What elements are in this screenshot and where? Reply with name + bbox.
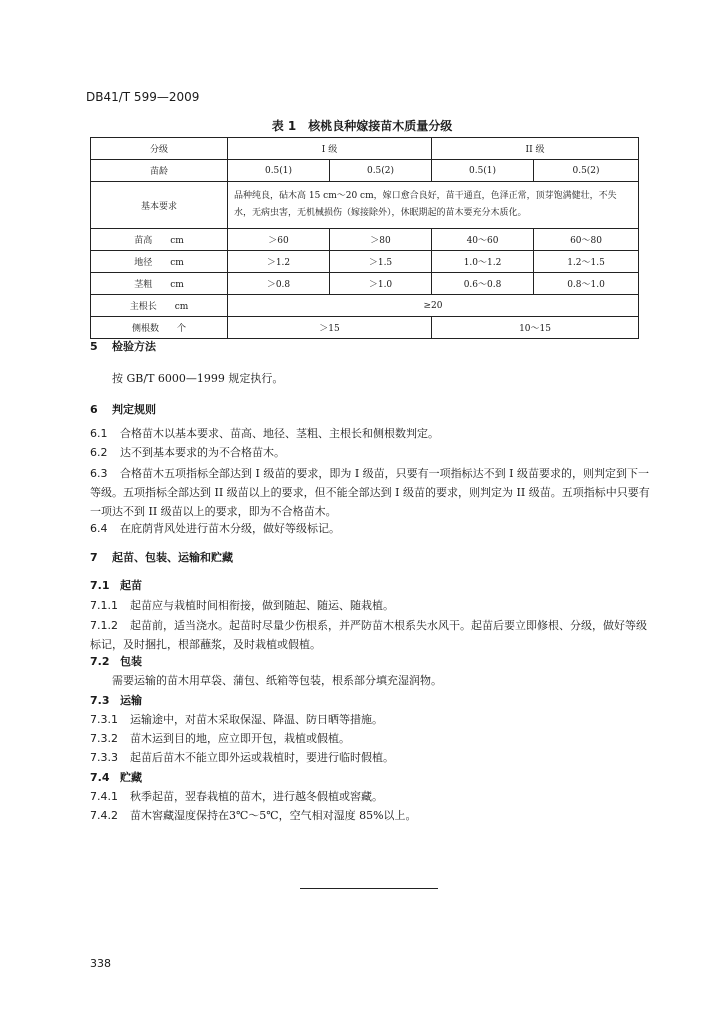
- clause: 7.4.1 秋季起苗，翌春栽植的苗木，进行越冬假植或窖藏。: [90, 790, 383, 803]
- table-cell: ＞80: [330, 229, 432, 251]
- table-cell: 0.5(2): [330, 160, 432, 182]
- table-row: [91, 182, 639, 229]
- row-unit: cm: [170, 258, 184, 268]
- table-cell: ＞1.0: [330, 273, 432, 295]
- table-cell: 0.5(2): [534, 160, 639, 182]
- row-label-text: 苗高: [134, 236, 153, 246]
- table-cell: ＞1.2: [228, 251, 330, 273]
- table-row: [91, 229, 639, 251]
- row-unit: cm: [170, 236, 184, 246]
- end-rule: [300, 888, 438, 889]
- clause: 7.3.3 起苗后苗木不能立即外运或栽植时，要进行临时假植。: [90, 751, 394, 764]
- table-row: [91, 273, 639, 295]
- clause: 7.3.2 苗木运到目的地，应立即开包，栽植或假植。: [90, 732, 350, 745]
- row-label: [91, 295, 228, 317]
- table-cell: 0.5(1): [432, 160, 534, 182]
- clause: 7.1.2 起苗前，适当浇水。起苗时尽量少伤根系，并严防苗木根系失水风干。起苗后要立即修根、分级，做好等级标记，及时捆扎，根部蘸浆，及时栽植或假植。: [90, 619, 647, 651]
- table-cell: ＞60: [228, 229, 330, 251]
- row-label: [91, 273, 228, 295]
- table-cell: 60～80: [534, 229, 639, 251]
- row-label: [91, 229, 228, 251]
- standard-number: DB41/T 599—2009: [86, 90, 200, 104]
- table-header-cell: 分级: [91, 138, 228, 160]
- row-label: [91, 251, 228, 273]
- paragraph: 需要运输的苗木用草袋、蒲包、纸箱等包装，根系部分填充湿润物。: [112, 674, 442, 687]
- table-cell: 1.2～1.5: [534, 251, 639, 273]
- table-header-cell: I 级: [228, 138, 432, 160]
- table-cell: ＞0.8: [228, 273, 330, 295]
- table-row: [91, 160, 639, 182]
- clause: 7.1.1 起苗应与栽植时间相衔接，做到随起、随运、随栽植。: [90, 599, 394, 612]
- table-cell: 1.0～1.2: [432, 251, 534, 273]
- table-row: [91, 295, 639, 317]
- row-unit: cm: [174, 302, 189, 312]
- clause: 7.4.2 苗木窖藏湿度保持在3℃～5℃，空气相对湿度 85%以上。: [90, 809, 417, 822]
- subsection-heading: 7.1 起苗: [90, 579, 142, 592]
- subsection-heading: 7.2 包装: [90, 655, 142, 668]
- section-heading: 6 判定规则: [90, 403, 156, 416]
- table-title: 表 1 核桃良种嫁接苗木质量分级: [271, 119, 453, 133]
- clause: 6.3 合格苗木五项指标全部达到 I 级苗的要求，即为 I 级苗，只要有一项指标达不到 I 级苗要求的，则判定到下一等级。五项指标全部达到 II 级苗以上的要求，但不能全部达到 I 级苗的要求，则判定为 II 级苗。五项指标中只要有一项达不到 II 级苗以上的要求，即为不合格苗木。: [90, 467, 650, 518]
- page-number: 338: [90, 957, 111, 970]
- clause: 7.3.1 运输途中，对苗木采取保湿、降温、防日晒等措施。: [90, 713, 383, 726]
- row-label-text: 侧根数: [131, 324, 159, 334]
- table-row: [91, 251, 639, 273]
- table-cell: 0.8～1.0: [534, 273, 639, 295]
- table-row: [91, 138, 639, 160]
- paragraph: 按 GB/T 6000—1999 规定执行。: [112, 372, 284, 385]
- table-cell: ＞15: [228, 317, 432, 339]
- clause: 6.1 合格苗木以基本要求、苗高、地径、茎粗、主根长和侧根数判定。: [90, 427, 439, 440]
- clause: 6.4 在庇荫背风处进行苗木分级，做好等级标记。: [90, 522, 340, 535]
- row-label-text: 茎粗: [134, 280, 153, 290]
- table-cell: 0.6～0.8: [432, 273, 534, 295]
- table-cell: ≥20: [228, 295, 639, 317]
- table-cell: 0.5(1): [228, 160, 330, 182]
- section-heading: 5 检验方法: [90, 340, 156, 353]
- row-label-text: 主根长: [129, 302, 157, 312]
- subsection-heading: 7.3 运输: [90, 694, 142, 707]
- table-cell: 品种纯良，砧木高 15 cm～20 cm，嫁口愈合良好，苗干通直，色泽正常，顶芽饱满健壮，不失水，无病虫害，无机械损伤（嫁接除外），休眠期起的苗木要充分木质化。: [228, 182, 639, 229]
- row-label: [91, 317, 228, 339]
- row-unit: cm: [170, 280, 184, 290]
- row-label: 苗龄: [91, 160, 228, 182]
- row-unit: 个: [177, 324, 187, 334]
- table-row: [91, 317, 639, 339]
- table-cell: 40～60: [432, 229, 534, 251]
- row-label: 基本要求: [91, 182, 228, 229]
- table-cell: 10～15: [432, 317, 639, 339]
- table-cell: ＞1.5: [330, 251, 432, 273]
- section-heading: 7 起苗、包装、运输和贮藏: [90, 551, 233, 564]
- grade-table: [90, 137, 639, 339]
- clause: 6.2 达不到基本要求的为不合格苗木。: [90, 446, 285, 459]
- subsection-heading: 7.4 贮藏: [90, 771, 142, 784]
- table-header-cell: II 级: [432, 138, 639, 160]
- row-label-text: 地径: [134, 258, 153, 268]
